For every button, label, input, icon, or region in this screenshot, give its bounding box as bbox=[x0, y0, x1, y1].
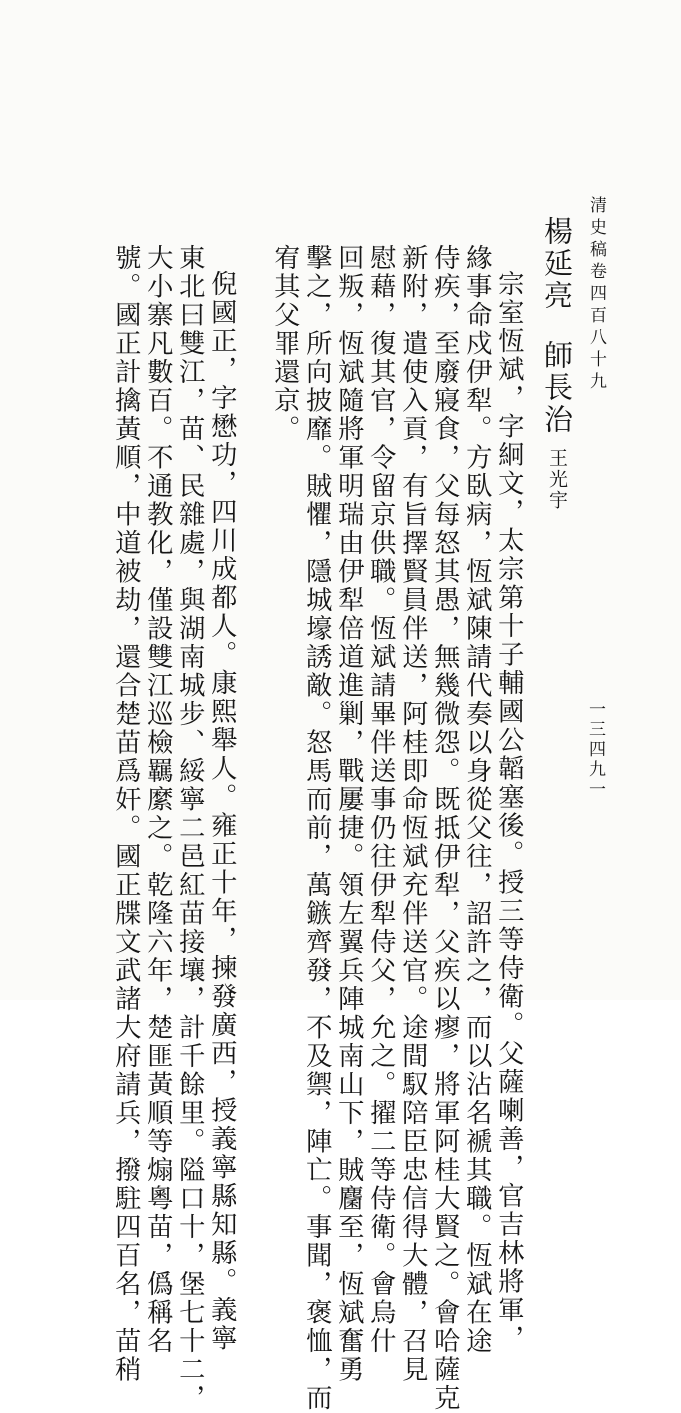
page-number: 一三四九一 bbox=[585, 700, 605, 800]
text-column: 回叛，恆斌隨將軍明瑞由伊犁倍道進剿，戰屢捷。領左翼兵陣城南山下，賊麕至，恆斌奮勇 bbox=[333, 244, 364, 1384]
text-column: 東北曰雙江，苗、民雜處，與湖南城步、綏寧二邑紅苗接壤，計千餘里。隘口十，堡七十二， bbox=[174, 244, 205, 1413]
text-column: 緣事命戍伊犁。方臥病，恆斌陳請代奏以身從父往，詔許之，而以沾名褫其職。恆斌在途 bbox=[461, 244, 492, 1356]
text-column: 侍疾，至廢寢食，父每怒其愚，無幾微怨。既抵伊犁，父疾以瘳，將軍阿桂大賢之。會哈薩克 bbox=[429, 244, 460, 1413]
text-column: 宗室恆斌，字絅文，太宗第十子輔國公韜塞後。授三等侍衛。父薩喇善，官吉林將軍， bbox=[493, 270, 524, 1353]
chapter-title bbox=[540, 216, 574, 511]
title-coauthor-name: 師長治 bbox=[540, 340, 574, 436]
title-appended-name: 王光宇 bbox=[546, 448, 568, 511]
text-column: 宥其父罪還京。 bbox=[269, 244, 300, 444]
running-head: 清史稿卷四百八十九 bbox=[586, 196, 606, 394]
text-column: 倪國正，字懋功，四川成都人。康熙舉人。雍正十年，揀發廣西，授義寧縣知縣。義寧 bbox=[206, 270, 237, 1353]
text-column: 擊之，所向披靡。賊懼，隱城壕誘敵。怒馬而前，萬鏃齊發，不及禦，陣亡。事聞，褒恤，而 bbox=[301, 244, 332, 1413]
text-column: 號。國正計擒黃順，中道被劫，還合楚苗爲奸。國正牒文武諸大府請兵，撥駐四百名，苗稍 bbox=[110, 244, 141, 1384]
text-column: 慰藉，復其官，令留京供職。恆斌請畢伴送事仍往伊犁侍父，允之。擢二等侍衛。會烏什 bbox=[365, 244, 396, 1356]
title-main-name: 楊延亮 bbox=[540, 216, 574, 312]
text-column: 大小寨凡數百。不通教化，僅設雙江巡檢羈縻之。乾隆六年，楚匪黃順等煽粵苗，僞稱名 bbox=[142, 244, 173, 1356]
text-column: 新附，遣使入貢，有旨擇賢員伴送，阿桂即命恆斌充伴送官。途間馭陪臣忠信得大體，召見 bbox=[397, 244, 428, 1384]
